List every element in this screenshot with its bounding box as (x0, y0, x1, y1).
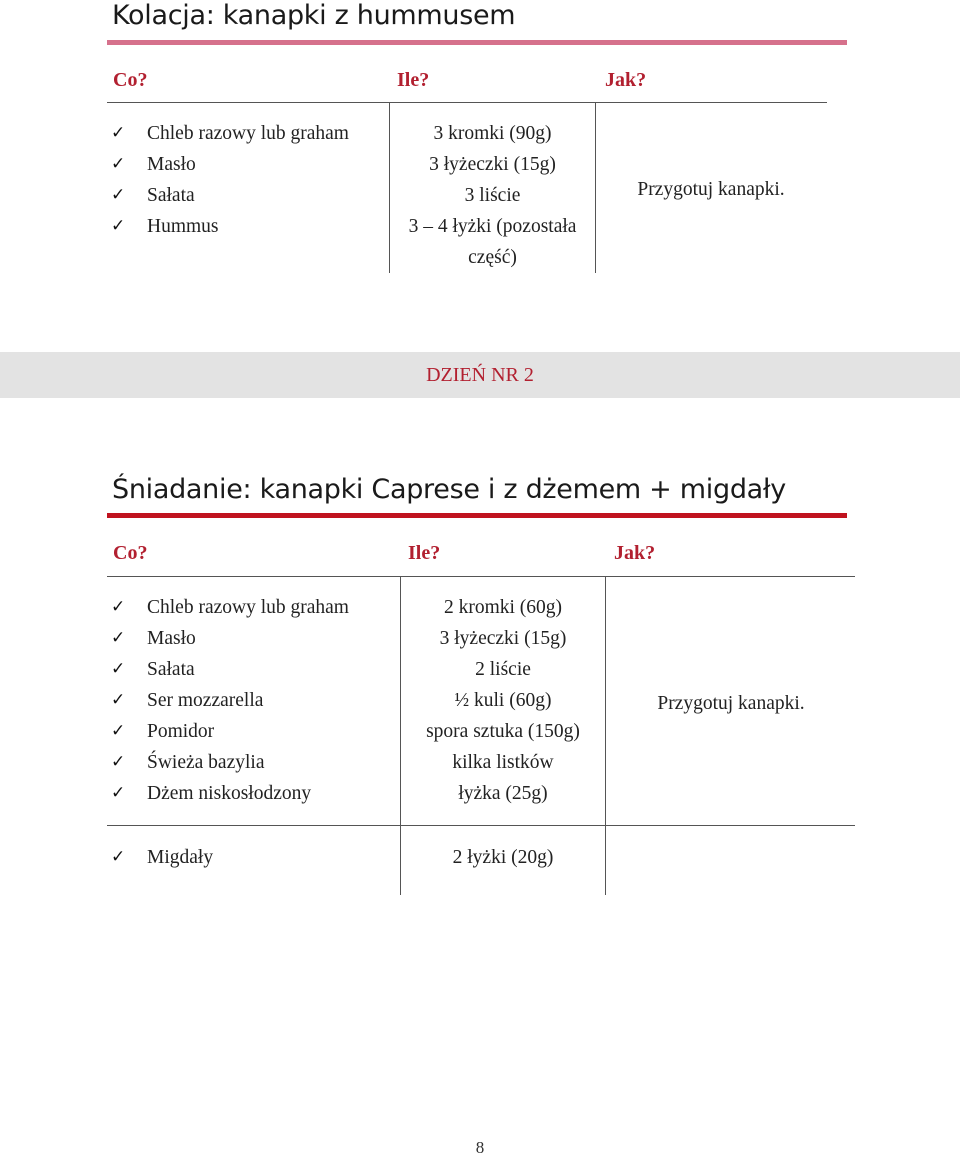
instructions: Przygotuj kanapki. (657, 693, 805, 714)
ingredient-name: Świeża bazylia (147, 752, 265, 773)
col-header-co: Co? (113, 69, 148, 91)
amount-list (390, 118, 595, 273)
list-item (111, 149, 386, 180)
col-header-co: Co? (113, 542, 148, 564)
ingredient-name: Hummus (147, 216, 219, 237)
day-banner (0, 352, 960, 398)
section-title-sniadanie: Śniadanie: kanapki Caprese i z dżemem + migdały (112, 474, 786, 505)
ingredient-name: Sałata (147, 185, 195, 206)
amount: ½ kuli (60g) (454, 690, 552, 711)
day-banner-text: DZIEŃ NR 2 (426, 364, 534, 386)
amount: 3 kromki (90g) (433, 123, 552, 144)
list-item (111, 842, 396, 873)
ingredient-list (111, 118, 386, 242)
instructions: Przygotuj kanapki. (637, 179, 785, 200)
checkmark-icon: ✓ (111, 721, 126, 741)
checkmark-icon: ✓ (111, 154, 126, 174)
checkmark-icon: ✓ (111, 216, 126, 236)
column-divider (605, 577, 606, 895)
title-underline (107, 40, 847, 45)
amount: spora sztuka (150g) (426, 721, 580, 742)
checkmark-icon: ✓ (111, 597, 126, 617)
table-header-divider (107, 102, 827, 103)
title-underline (107, 513, 847, 518)
list-item (111, 211, 386, 242)
checkmark-icon: ✓ (111, 690, 126, 710)
table-header-divider (107, 576, 855, 577)
list-item (111, 592, 396, 623)
ingredient-name: Pomidor (147, 721, 215, 742)
ingredient-name: Dżem niskosłodzony (147, 783, 312, 804)
list-item (111, 685, 396, 716)
ingredient-name: Sałata (147, 659, 195, 680)
list-item (111, 716, 396, 747)
page-number: 8 (475, 1138, 485, 1157)
ingredient-name: Ser mozzarella (147, 690, 264, 711)
checkmark-icon: ✓ (111, 628, 126, 648)
amount: kilka listków (452, 752, 554, 773)
amount: 3 – 4 łyżki (pozostała (408, 216, 577, 237)
table-row-divider (107, 825, 855, 826)
amount: 3 liście (464, 185, 521, 206)
checkmark-icon: ✓ (111, 185, 126, 205)
section-title-kolacja: Kolacja: kanapki z hummusem (112, 0, 516, 31)
amount: łyżka (25g) (458, 783, 548, 804)
amount: 2 łyżki (20g) (452, 847, 554, 868)
list-item (111, 623, 396, 654)
list-item (111, 778, 396, 809)
amount: 2 liście (475, 659, 531, 680)
amount: 3 łyżeczki (15g) (439, 628, 567, 649)
ingredient-name: Migdały (147, 847, 214, 868)
ingredient-name: Chleb razowy lub graham (147, 123, 349, 144)
amount: 3 łyżeczki (15g) (429, 154, 556, 175)
checkmark-icon: ✓ (111, 123, 126, 143)
amount-continued: część) (468, 247, 517, 268)
col-header-ile: Ile? (408, 542, 441, 564)
ingredient-name: Masło (147, 154, 196, 175)
list-item (111, 654, 396, 685)
col-header-ile: Ile? (397, 69, 430, 91)
col-header-jak: Jak? (605, 69, 647, 91)
col-header-jak: Jak? (614, 542, 656, 564)
amount: 2 kromki (60g) (443, 597, 563, 618)
list-item (111, 747, 396, 778)
ingredient-list (111, 592, 396, 809)
ingredient-list-extra (111, 842, 396, 873)
ingredient-name: Masło (147, 628, 196, 649)
checkmark-icon: ✓ (111, 847, 126, 867)
checkmark-icon: ✓ (111, 752, 126, 772)
checkmark-icon: ✓ (111, 659, 126, 679)
list-item (111, 180, 386, 211)
checkmark-icon: ✓ (111, 783, 126, 803)
list-item (111, 118, 386, 149)
ingredient-name: Chleb razowy lub graham (147, 597, 349, 618)
amount-list (401, 592, 605, 809)
